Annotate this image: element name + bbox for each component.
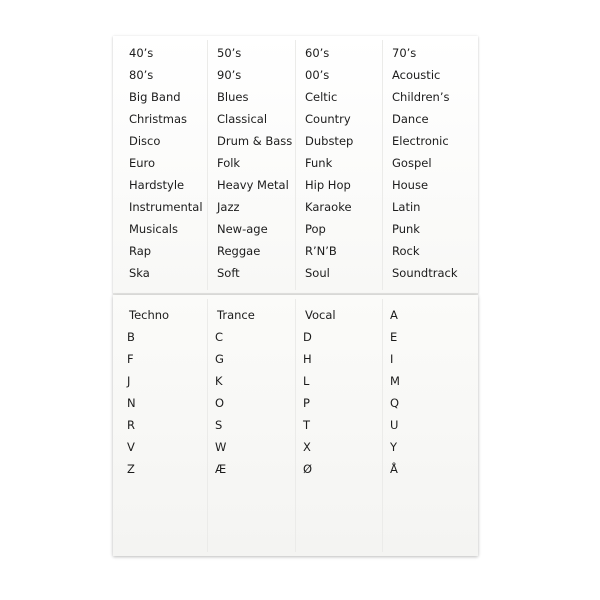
top-label-r3-c3: Dance xyxy=(392,112,429,126)
top-label-r10-c1: Soft xyxy=(217,266,240,280)
top-label-r5-c2: Funk xyxy=(305,156,333,170)
top-label-r5-c1: Folk xyxy=(217,156,241,170)
bottom-label-r5-c2: T xyxy=(303,418,311,432)
top-label-r6-c2: Hip Hop xyxy=(305,178,351,192)
top-label-r2-c2: Celtic xyxy=(305,90,338,104)
bottom-label-r0-c2: Vocal xyxy=(305,308,336,322)
top-label-r9-c2: R’N’B xyxy=(305,244,337,258)
top-label-r6-c0: Hardstyle xyxy=(129,178,185,192)
bottom-label-r6-c2: X xyxy=(303,440,311,454)
top-label-r10-c2: Soul xyxy=(305,266,330,280)
top-label-r0-c3: 70’s xyxy=(392,46,417,60)
bottom-column-divider xyxy=(382,299,383,552)
bottom-column-divider xyxy=(295,299,296,552)
bottom-label-r3-c0: J xyxy=(127,374,131,388)
top-label-r10-c3: Soundtrack xyxy=(392,266,458,280)
top-label-r8-c1: New-age xyxy=(217,222,268,236)
bottom-label-r0-c0: Techno xyxy=(129,308,170,322)
bottom-label-r7-c0: Z xyxy=(127,462,135,476)
top-label-r0-c1: 50’s xyxy=(217,46,242,60)
top-label-r9-c1: Reggae xyxy=(217,244,261,258)
top-label-r7-c1: Jazz xyxy=(217,200,240,214)
top-label-r1-c0: 80’s xyxy=(129,68,154,82)
top-label-r2-c3: Children’s xyxy=(392,90,450,104)
bottom-label-r2-c2: H xyxy=(303,352,312,366)
bottom-label-r6-c1: W xyxy=(215,440,227,454)
top-label-r3-c1: Classical xyxy=(217,112,268,126)
bottom-label-r3-c1: K xyxy=(215,374,223,388)
top-label-r1-c1: 90’s xyxy=(217,68,242,82)
top-label-r3-c0: Christmas xyxy=(129,112,187,126)
bottom-label-r7-c1: Æ xyxy=(215,462,227,476)
bottom-label-r3-c3: M xyxy=(390,374,400,388)
bottom-label-r1-c0: B xyxy=(127,330,135,344)
bottom-label-r4-c2: P xyxy=(303,396,310,410)
top-label-r8-c2: Pop xyxy=(305,222,326,236)
bottom-label-r4-c3: Q xyxy=(390,396,400,410)
top-label-r7-c0: Instrumental xyxy=(129,200,203,214)
bottom-label-r2-c0: F xyxy=(127,352,134,366)
top-label-r2-c0: Big Band xyxy=(129,90,181,104)
bottom-label-r4-c1: O xyxy=(215,396,225,410)
bottom-label-r7-c3: Å xyxy=(390,462,398,476)
bottom-label-r1-c3: E xyxy=(390,330,398,344)
top-label-r4-c2: Dubstep xyxy=(305,134,354,148)
bottom-label-r6-c3: Y xyxy=(390,440,398,454)
top-label-r6-c3: House xyxy=(392,178,429,192)
top-label-r4-c3: Electronic xyxy=(392,134,449,148)
top-label-r0-c0: 40’s xyxy=(129,46,154,60)
top-label-r6-c1: Heavy Metal xyxy=(217,178,289,192)
top-label-r9-c0: Rap xyxy=(129,244,152,258)
bottom-label-r6-c0: V xyxy=(127,440,135,454)
top-label-r10-c0: Ska xyxy=(129,266,150,280)
top-column-divider xyxy=(382,40,383,290)
bottom-label-r3-c2: L xyxy=(303,374,310,388)
top-label-r7-c2: Karaoke xyxy=(305,200,352,214)
top-label-r9-c3: Rock xyxy=(392,244,420,258)
top-label-r0-c2: 60’s xyxy=(305,46,330,60)
bottom-label-r5-c3: U xyxy=(390,418,399,432)
bottom-label-r5-c0: R xyxy=(127,418,135,432)
top-label-r5-c3: Gospel xyxy=(392,156,432,170)
top-label-r3-c2: Country xyxy=(305,112,351,126)
top-label-r4-c0: Disco xyxy=(129,134,161,148)
bottom-label-r0-c3: A xyxy=(390,308,398,322)
top-label-r8-c0: Musicals xyxy=(129,222,178,236)
bottom-label-r0-c1: Trance xyxy=(217,308,255,322)
top-label-r1-c2: 00’s xyxy=(305,68,330,82)
bottom-label-r2-c1: G xyxy=(215,352,224,366)
bottom-label-r1-c2: D xyxy=(303,330,312,344)
bottom-label-r7-c2: Ø xyxy=(303,462,313,476)
top-label-r8-c3: Punk xyxy=(392,222,420,236)
top-label-r5-c0: Euro xyxy=(129,156,156,170)
bottom-column-divider xyxy=(207,299,208,552)
bottom-label-r1-c1: C xyxy=(215,330,224,344)
top-label-r2-c1: Blues xyxy=(217,90,249,104)
top-label-r1-c3: Acoustic xyxy=(392,68,441,82)
top-label-r7-c3: Latin xyxy=(392,200,421,214)
top-column-divider xyxy=(295,40,296,290)
bottom-label-r4-c0: N xyxy=(127,396,136,410)
bottom-label-r5-c1: S xyxy=(215,418,223,432)
bottom-label-r2-c3: I xyxy=(390,352,394,366)
top-label-r4-c1: Drum & Bass xyxy=(217,134,293,148)
top-column-divider xyxy=(207,40,208,290)
